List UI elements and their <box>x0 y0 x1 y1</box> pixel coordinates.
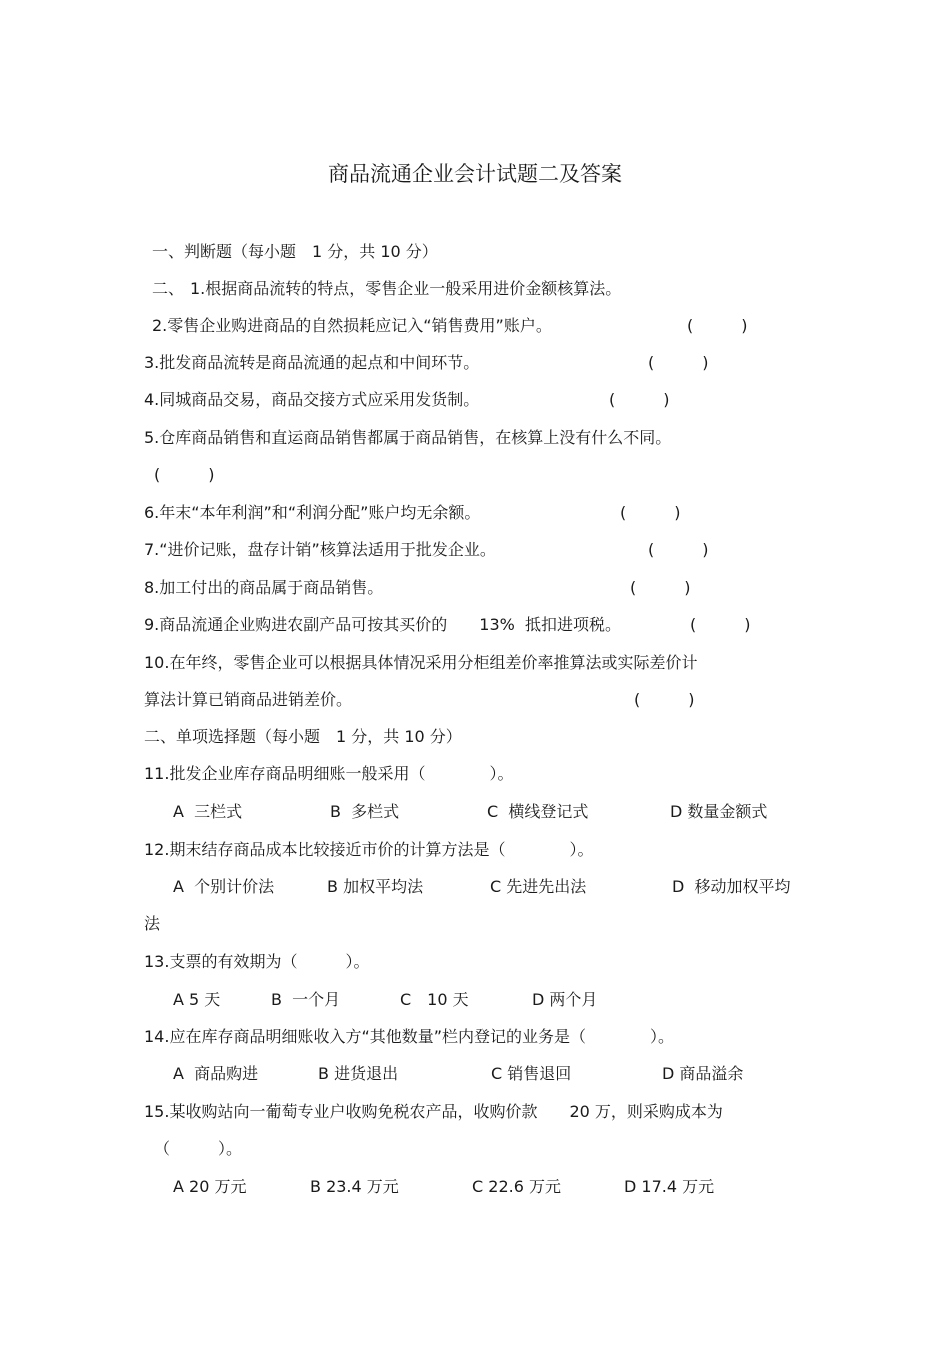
question-2: 2.零售企业购进商品的自然损耗应记入“销售费用”账户。 <box>152 316 552 335</box>
answer-blank-5[interactable]: ( ) <box>154 465 215 484</box>
q11-option-d[interactable]: D 数量金额式 <box>670 802 768 821</box>
q14-option-d[interactable]: D 商品溢余 <box>662 1064 744 1083</box>
q15-option-d[interactable]: D 17.4 万元 <box>624 1177 715 1196</box>
question-1: 1.根据商品流转的特点，零售企业一般采用进价金额核算法。 <box>190 279 622 298</box>
question-4: 4.同城商品交易，商品交接方式应采用发货制。 <box>144 390 480 409</box>
q15-option-a[interactable]: A 20 万元 <box>173 1177 247 1196</box>
question-6: 6.年末“本年利润”和“利润分配”账户均无余额。 <box>144 503 481 522</box>
q15-option-b[interactable]: B 23.4 万元 <box>310 1177 399 1196</box>
answer-blank-4[interactable]: ( ) <box>609 390 670 409</box>
question-3: 3.批发商品流转是商品流通的起点和中间环节。 <box>144 353 480 372</box>
q13-option-c[interactable]: C 10 天 <box>400 990 469 1009</box>
question-14: 14.应在库存商品明细账收入方“其他数量”栏内登记的业务是（ ）。 <box>144 1027 675 1046</box>
question-10-line-2: 算法计算已销商品进销差价。 <box>144 690 353 709</box>
q11-option-c[interactable]: C 横线登记式 <box>487 802 589 821</box>
q12-option-d[interactable]: D 移动加权平均 <box>672 877 791 896</box>
question-10-line-1: 10.在年终，零售企业可以根据具体情况采用分柜组差价率推算法或实际差价计 <box>144 653 698 672</box>
q14-option-b[interactable]: B 进货退出 <box>318 1064 399 1083</box>
question-15-line-2: （ ）。 <box>154 1139 243 1158</box>
answer-blank-8[interactable]: ( ) <box>630 578 691 597</box>
answer-blank-3[interactable]: ( ) <box>648 353 709 372</box>
question-8: 8.加工付出的商品属于商品销售。 <box>144 578 384 597</box>
q12-option-b[interactable]: B 加权平均法 <box>327 877 424 896</box>
question-11: 11.批发企业库存商品明细账一般采用（ ）。 <box>144 764 514 783</box>
q14-option-a[interactable]: A 商品购进 <box>173 1064 259 1083</box>
document-title: 商品流通企业会计试题二及答案 <box>328 162 622 186</box>
question-15-line-1: 15.某收购站向一葡萄专业户收购免税农产品，收购价款 20 万，则采购成本为 <box>144 1102 723 1121</box>
section-1-header: 一、判断题（每小题 1 分，共 10 分） <box>152 242 438 261</box>
question-12: 12.期末结存商品成本比较接近市价的计算方法是（ ）。 <box>144 840 594 859</box>
question-5: 5.仓库商品销售和直运商品销售都属于商品销售，在核算上没有什么不同。 <box>144 428 672 447</box>
answer-blank-6[interactable]: ( ) <box>620 503 681 522</box>
question-7: 7.“进价记账，盘存计销”核算法适用于批发企业。 <box>144 540 496 559</box>
question-9: 9.商品流通企业购进农副产品可按其买价的 13% 抵扣进项税。 <box>144 615 622 634</box>
q12-option-a[interactable]: A 个别计价法 <box>173 877 275 896</box>
q14-option-c[interactable]: C 销售退回 <box>491 1064 572 1083</box>
answer-blank-7[interactable]: ( ) <box>648 540 709 559</box>
answer-blank-9[interactable]: ( ) <box>690 615 751 634</box>
answer-blank-10[interactable]: ( ) <box>634 690 695 709</box>
question-13: 13.支票的有效期为（ ）。 <box>144 952 370 971</box>
q12-option-c[interactable]: C 先进先出法 <box>490 877 587 896</box>
q11-option-a[interactable]: A 三栏式 <box>173 802 243 821</box>
q15-option-c[interactable]: C 22.6 万元 <box>472 1177 561 1196</box>
q13-option-d[interactable]: D 两个月 <box>532 990 598 1009</box>
section-2-header: 二、单项选择题（每小题 1 分，共 10 分） <box>144 727 462 746</box>
q13-option-b[interactable]: B 一个月 <box>271 990 341 1009</box>
answer-blank-2[interactable]: ( ) <box>687 316 748 335</box>
q13-option-a[interactable]: A 5 天 <box>173 990 221 1009</box>
question-12-wrap: 法 <box>144 914 161 933</box>
section-1-prefix: 二、 <box>152 279 185 298</box>
q11-option-b[interactable]: B 多栏式 <box>330 802 400 821</box>
